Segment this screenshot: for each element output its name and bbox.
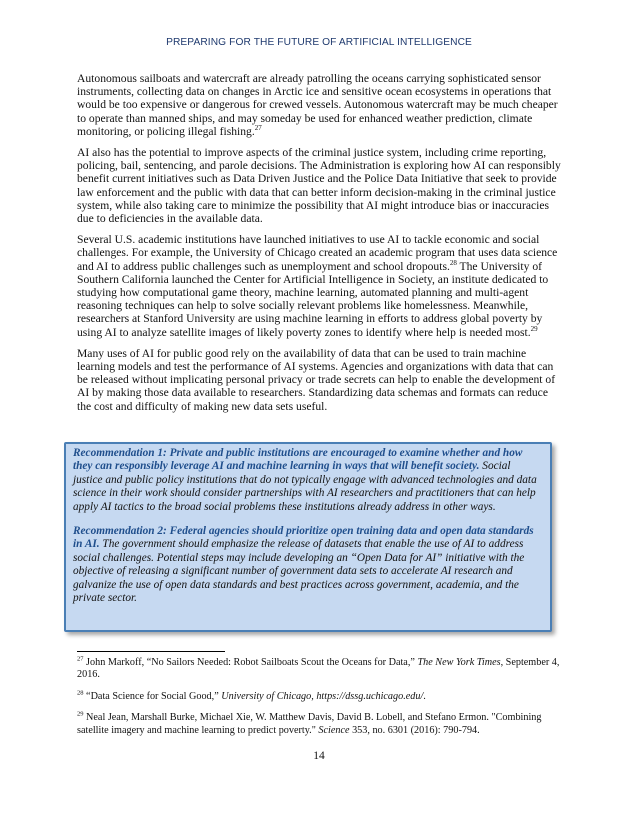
footnote-text: .: [423, 690, 426, 702]
paragraph-text: The University of Southern California launched the Center for Artificial Intelligence in Society, an institute dedicated to studying how computational game theory, machine learning, automated planning and multi-agent reasoning techniques can help to solve socially relevant problems like homelessness. Meanwhile, researchers at Stanford University are using machine learning in efforts to address global poverty by using AI to analyze satellite images of likely poverty zones to identify where help is needed most.: [77, 259, 549, 339]
running-header: PREPARING FOR THE FUTURE OF ARTIFICIAL INTELLIGENCE: [166, 37, 472, 48]
footnote-source: Science: [318, 724, 350, 736]
footnote-separator: [77, 651, 225, 652]
paragraph-text: AI also has the potential to improve aspects of the criminal justice system, including crime reporting, policing, bail, sentencing, and parole decisions. The Administration is exploring how AI can responsibly benefit current initiatives such as Data Driven Justice and the Police Data Initiative that seek to provide law enforcement and the public with data that can better inform decision-making in the criminal justice system, while also taking care to minimize the possibility that AI might introduce bias or inaccuracies due to deficiencies in the available data.: [77, 146, 561, 226]
paragraph-autonomous-watercraft: [77, 72, 565, 138]
footnote-text: “Data Science for Social Good,”: [83, 690, 222, 702]
footnote-text: Neal Jean, Marshall Burke, Michael Xie, W. Matthew Davis, David B. Lobell, and Stefano Ermon. "Combining satellite imagery and machine learning to predict poverty.": [77, 712, 542, 736]
footnote-ref[interactable]: 29: [530, 324, 538, 333]
recommendation-heading: Recommendation 2: Federal agencies should prioritize open training data and open data standards in AI.: [73, 525, 534, 551]
footnote-27: [77, 657, 569, 682]
recommendation-body: The government should emphasize the release of datasets that enable the use of AI to address social challenges. Potential steps may include developing an “Open Data for AI” initiative with the objective of releasing a significant number of government data sets to accelerate AI research and galvanize the use of open data standards and best practices across government, academia, and the private sector.: [73, 538, 525, 605]
paragraph-text: Many uses of AI for public good rely on the availability of data that can be used to train machine learning models and test the performance of AI systems. Agencies and organizations with data that can be released without implicating personal privacy or trade secrets can help to enable the development of AI by making those data available to researchers. Standardizing data schemas and formats can reduce the cost and difficulty of making new data sets useful.: [77, 346, 556, 413]
footnote-28: [77, 691, 569, 703]
paragraph-text: Several U.S. academic institutions have launched initiatives to use AI to tackle economic and social challenges. For example, the University of Chicago created an academic program that uses data science and AI to address public challenges such as unemployment and school dropouts.: [77, 233, 558, 273]
recommendation-body: Social justice and public policy institutions that do not typically engage with advanced technologies and data science in their work should consider partnerships with AI researchers and practitioners that can help apply AI tactics to the broad social problems these institutions already address in other ways.: [73, 460, 537, 513]
footnote-number: 28: [77, 689, 84, 697]
footnote-source: The New York Times: [417, 657, 501, 668]
footnote-ref[interactable]: 28: [449, 258, 457, 267]
footnote-number: 27: [77, 655, 84, 663]
footnotes: [77, 657, 569, 746]
recommendations: [73, 447, 541, 616]
paragraph-open-data: [77, 347, 565, 413]
paragraph-text: Autonomous sailboats and watercraft are already patrolling the oceans carrying sophisticated sensor instruments, collecting data on changes in Arctic ice and sensitive ocean ecosystems in operations that would be too expensive or dangerous for crewed vessels. Autonomous watercraft may be much cheaper to operate than manned ships, and may someday be used for enhanced weather prediction, climate monitoring, or policing illegal fishing.: [77, 72, 558, 138]
main-body: [77, 72, 565, 421]
recommendation-heading: Recommendation 1: Private and public institutions are encouraged to examine whether and how they can responsibly leverage AI and machine learning in ways that will benefit society.: [73, 447, 523, 473]
footnote-text: , September 4, 2016.: [77, 657, 560, 681]
paragraph-criminal-justice: [77, 146, 565, 225]
footnote-source-link[interactable]: University of Chicago, https://dssg.uchicago.edu/: [221, 690, 424, 702]
footnote-ref[interactable]: 27: [254, 123, 262, 132]
recommendation-2: [73, 525, 541, 605]
footnote-number: 29: [77, 710, 84, 718]
recommendation-1: [73, 447, 541, 514]
page-number: 14: [313, 750, 325, 762]
footnote-text: 353, no. 6301 (2016): 790-794.: [349, 724, 480, 736]
footnote-29: [77, 712, 569, 737]
paragraph-academic-institutions: [77, 233, 565, 339]
footnote-text: John Markoff, “No Sailors Needed: Robot Sailboats Scout the Oceans for Data,”: [83, 657, 418, 668]
